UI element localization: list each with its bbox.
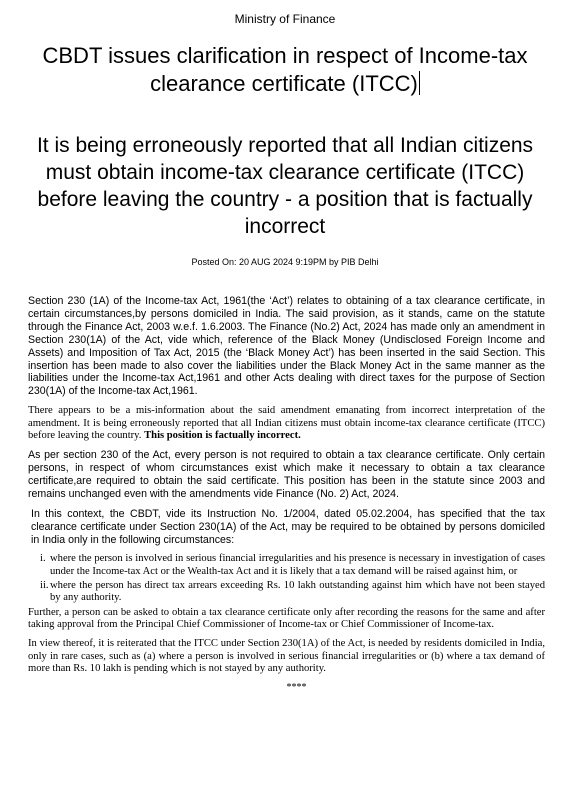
paragraph-2 <box>28 405 545 442</box>
release-body <box>28 295 545 693</box>
release-title <box>30 42 540 98</box>
text-caret <box>419 71 420 95</box>
list-item-text: where the person has direct tax arrears exceeding Rs. 10 lakh outstanding against him which have not been stayed by any authority. <box>50 580 545 604</box>
paragraph-1: Section 230 (1A) of the Income-tax Act, 1961(the ‘Act’) relates to obtaining of a tax clearance certificate, in certain circumstances,by persons domiciled in India. The said provision, as it stands, came on the statute through the Finance Act, 2003 w.e.f. 1.6.2003. The Finance (No.2) Act, 2024 has made only an amendment in Section 230(1A) of the Act, vide which, reference of the Black Money (Undisclosed Foreign Income and Assets) and Imposition of Tax Act, 2015 (the ‘Black Money Act’) has been inserted in the said Section. This insertion has been made to also cover the liabilities under the Black Money Act in the same manner as the liabilities under the Income-tax Act,1961 and other Acts dealing with direct taxes for the purpose of Section 230(1A) of the Income-tax Act,1961. <box>28 295 545 398</box>
list-item <box>40 580 545 605</box>
paragraph-3: As per section 230 of the Act, every person is not required to obtain a tax clearance certificate. Only certain persons, in respect of whom circumstances exist which make it necessary to obtain a tax clearance certificate,are required to obtain the said certificate. This position has been in the statute since 2003 and remains unchanged even with the amendments vide Finance (No. 2) Act, 2024. <box>28 449 545 500</box>
release-title-text: CBDT issues clarification in respect of Income-tax clearance certificate (ITCC) <box>42 43 528 96</box>
ministry-name: Ministry of Finance <box>234 12 336 26</box>
paragraph-2-bold: This position is factually incorrect. <box>144 429 301 441</box>
end-mark: **** <box>286 682 307 694</box>
circumstances-list <box>28 553 545 604</box>
paragraph-4: In this context, the CBDT, vide its Instruction No. 1/2004, dated 05.02.2004, has specified that the tax clearance certificate under Section 230(1A) of the Act, may be required to be obtained by persons domiciled in India only in the following circumstances: <box>31 507 545 546</box>
posted-on: Posted On: 20 AUG 2024 9:19PM by PIB Delhi <box>191 257 379 267</box>
paragraph-2-text: There appears to be a mis-information about the said amendment emanating from incorrect interpretation of the amendment. It is being erroneously reported that all Indian citizens must obtain income-tax clearance certificate (ITCC) before leaving the country. <box>28 405 545 441</box>
paragraph-5: Further, a person can be asked to obtain a tax clearance certificate only after recording the reasons for the same and after taking approval from the Principal Chief Commissioner of Income-tax or Chief Commissioner of Income-tax. <box>28 606 545 630</box>
paragraph-6: In view thereof, it is reiterated that the ITCC under Section 230(1A) of the Act, is needed by residents domiciled in India, only in rare cases, such as (a) where a person is involved in serious financial irregularities or (b) where a tax demand of more than Rs. 10 lakh is pending which is not stayed by any authority. <box>28 638 545 674</box>
list-item-text: where the person is involved in serious financial irregularities and his presence is necessary in investigation of cases under the Income-tax Act or the Wealth-tax Act and it is likely that a tax demand will be raised against him, or <box>50 553 545 577</box>
list-item <box>40 553 545 578</box>
release-subtitle: It is being erroneously reported that all Indian citizens must obtain income-tax clearance certificate (ITCC) before leaving the country - a position that is factually incorrect <box>36 134 534 238</box>
list-item-number: i. <box>40 553 46 565</box>
list-item-number: ii. <box>40 580 49 592</box>
